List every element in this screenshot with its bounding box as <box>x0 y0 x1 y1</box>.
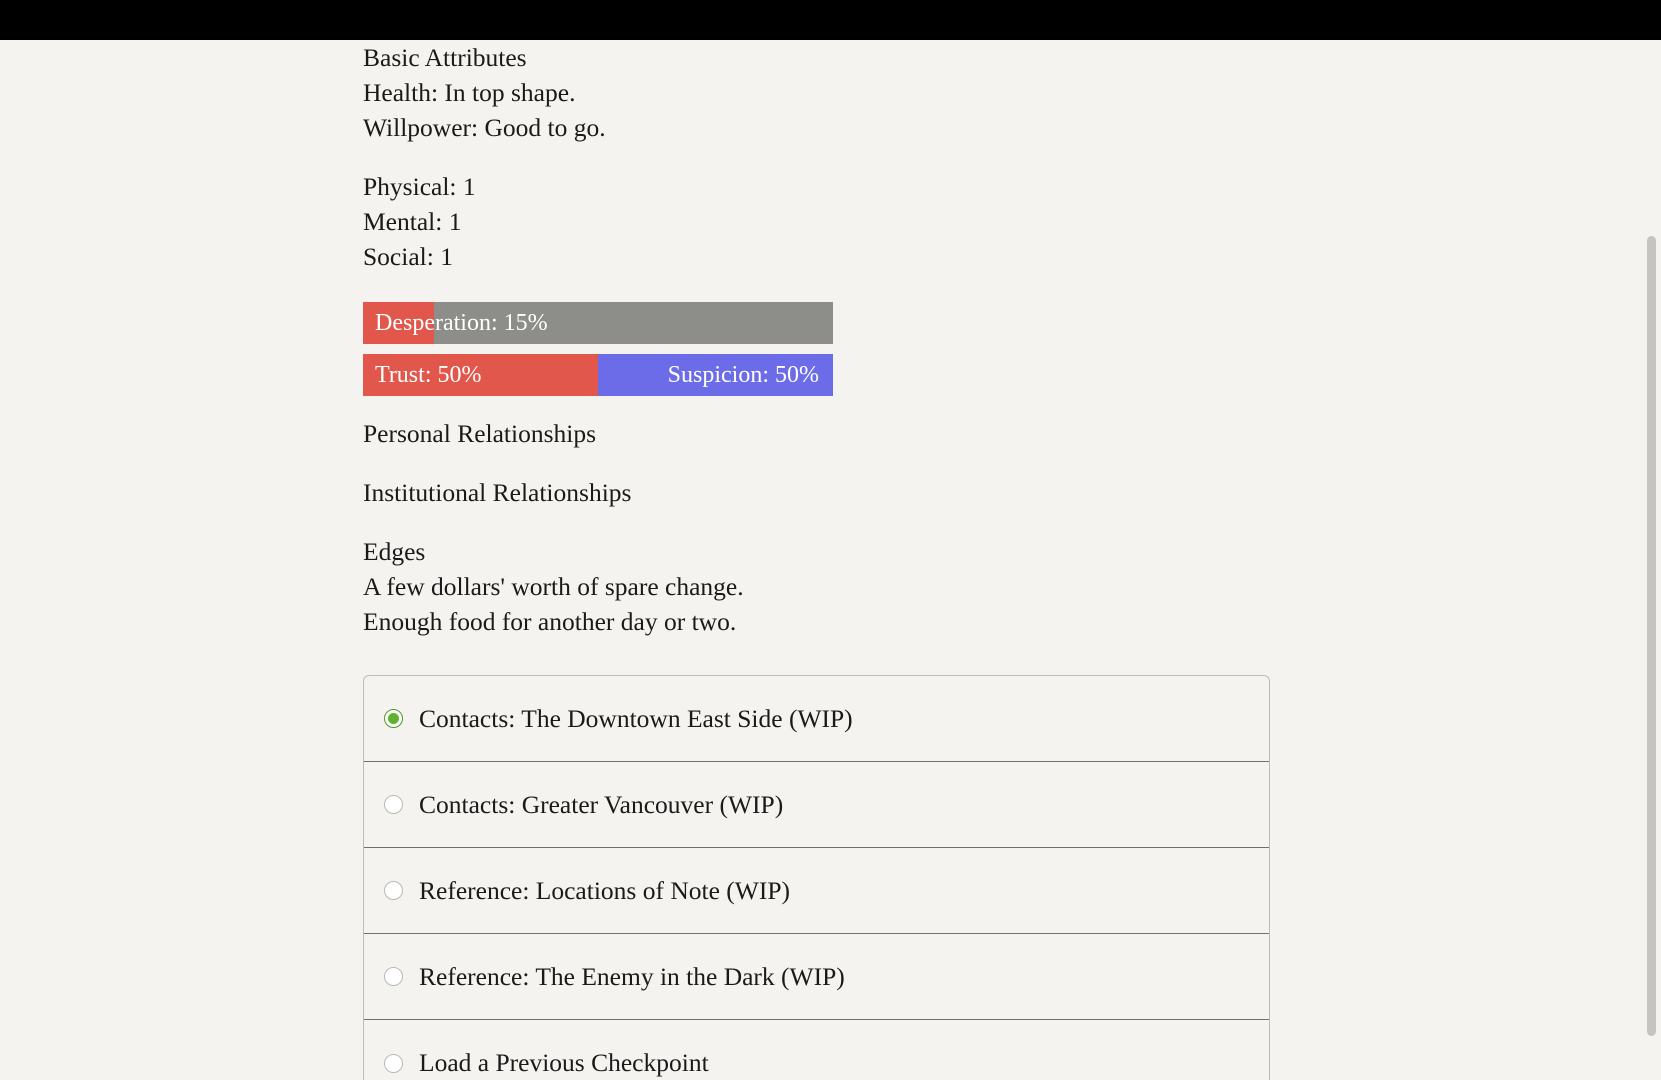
choice-label: Reference: Locations of Note (WIP) <box>419 875 791 905</box>
basic-attributes-block <box>363 40 1313 145</box>
social-line: Social: 1 <box>363 242 453 271</box>
radio-icon[interactable] <box>384 881 403 900</box>
choice-label: Reference: The Enemy in the Dark (WIP) <box>419 961 845 991</box>
choice-label: Contacts: The Downtown East Side (WIP) <box>419 703 853 733</box>
trust-suspicion-meter <box>363 354 833 396</box>
desperation-meter <box>363 302 833 344</box>
meters-group <box>363 302 1313 396</box>
choice-option-contacts-downtown-east-side[interactable] <box>364 676 1269 762</box>
story-content <box>363 40 1313 1080</box>
choice-option-contacts-greater-vancouver[interactable] <box>364 762 1269 848</box>
radio-selected-icon[interactable] <box>384 709 403 728</box>
physical-line: Physical: 1 <box>363 172 476 201</box>
personal-relationships-heading: Personal Relationships <box>363 419 597 448</box>
browser-top-bar <box>0 0 1661 40</box>
choice-option-load-previous-checkpoint[interactable] <box>364 1020 1269 1080</box>
choice-label: Load a Previous Checkpoint <box>419 1048 709 1077</box>
health-line: Health: In top shape. <box>363 78 576 107</box>
edges-block <box>363 534 1313 639</box>
institutional-relationships-heading: Institutional Relationships <box>363 478 632 507</box>
edge-item: Enough food for another day or two. <box>363 607 737 636</box>
basic-attributes-heading: Basic Attributes <box>363 43 527 72</box>
suspicion-meter-label: Suspicion: 50% <box>667 362 819 388</box>
edge-item: A few dollars' worth of spare change. <box>363 572 744 601</box>
page-scrollbar-thumb[interactable] <box>1647 236 1656 1036</box>
edges-heading: Edges <box>363 537 426 566</box>
desperation-meter-label: Desperation: 15% <box>375 310 548 336</box>
trust-meter-label: Trust: 50% <box>375 362 482 388</box>
radio-icon[interactable] <box>384 967 403 986</box>
page-body <box>0 40 1639 1080</box>
choice-list <box>363 675 1270 1080</box>
choice-option-reference-enemy-in-the-dark[interactable] <box>364 934 1269 1020</box>
mental-line: Mental: 1 <box>363 207 462 236</box>
choice-label: Contacts: Greater Vancouver (WIP) <box>419 789 784 819</box>
choice-option-reference-locations-of-note[interactable] <box>364 848 1269 934</box>
radio-icon[interactable] <box>384 1054 403 1073</box>
page-scrollbar[interactable] <box>1639 40 1661 1080</box>
spacer <box>363 145 1313 169</box>
radio-icon[interactable] <box>384 795 403 814</box>
willpower-line: Willpower: Good to go. <box>363 113 606 142</box>
core-attributes-block <box>363 169 1313 274</box>
